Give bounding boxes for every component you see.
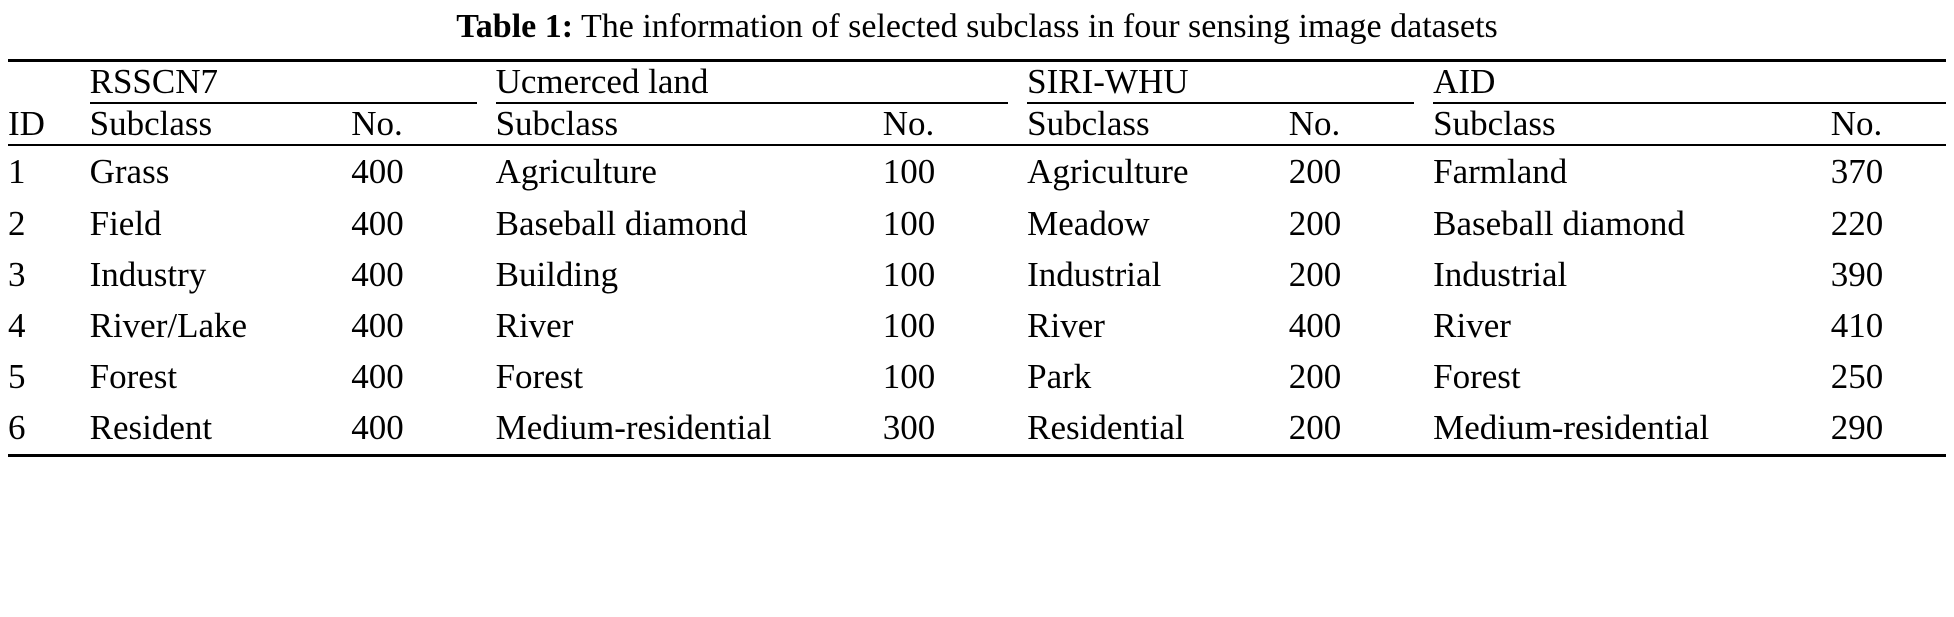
cell-ucmerced-no: 100 — [882, 305, 936, 345]
cell-rsscn7-no: 400 — [351, 203, 404, 243]
row-gap-1 — [477, 198, 496, 249]
cell-ucmerced-subclass: Agriculture — [495, 152, 657, 192]
caption-label: Table 1: — [456, 8, 574, 45]
row-gap-1 — [477, 249, 496, 300]
cell-ucmerced-subclass: Baseball diamond — [495, 203, 748, 243]
row-gap-2 — [1008, 402, 1027, 455]
cell-rsscn7-no: 400 — [351, 305, 404, 345]
cell-ucmerced-no: 300 — [882, 408, 936, 448]
table-row — [8, 249, 1946, 300]
cell-siri-subclass: River — [1027, 305, 1105, 345]
cell-id: 5 — [8, 357, 26, 397]
cell-rsscn7-subclass: Industry — [89, 254, 207, 294]
table-row — [8, 300, 1946, 351]
row-gap-3 — [1414, 351, 1433, 402]
cell-id: 3 — [8, 254, 26, 294]
cell-aid-subclass: Baseball diamond — [1433, 203, 1685, 243]
cell-ucmerced-no: 100 — [882, 254, 936, 294]
table-row — [8, 198, 1946, 249]
header-gap-3 — [1414, 103, 1433, 145]
cell-aid-no: 290 — [1830, 408, 1884, 448]
cell-rsscn7-no: 400 — [351, 254, 404, 294]
cell-id: 4 — [8, 305, 26, 345]
column-header-subclass-siri-whu: Subclass — [1027, 104, 1150, 144]
cell-siri-no: 400 — [1288, 305, 1342, 345]
cell-rsscn7-subclass: Field — [89, 203, 162, 243]
row-gap-2 — [1008, 198, 1027, 249]
cell-aid-subclass: Industrial — [1433, 254, 1568, 294]
row-gap-2 — [1008, 300, 1027, 351]
cell-ucmerced-subclass: Forest — [495, 357, 584, 397]
cell-aid-subclass: Farmland — [1433, 152, 1568, 192]
group-header-row — [8, 62, 1946, 103]
group-header-rsscn7: RSSCN7 — [90, 62, 477, 103]
column-header-id: ID — [8, 104, 45, 144]
row-gap-2 — [1008, 351, 1027, 402]
table-head — [8, 61, 1946, 147]
cell-siri-no: 200 — [1288, 152, 1342, 192]
column-header-no-siri-whu: No. — [1288, 104, 1341, 144]
table-body — [8, 146, 1946, 468]
cell-rsscn7-subclass: River/Lake — [89, 305, 248, 345]
cell-ucmerced-no: 100 — [882, 203, 936, 243]
header-gap-1 — [477, 103, 496, 145]
cell-aid-subclass: Medium-residential — [1433, 408, 1710, 448]
column-header-subclass-rsscn7: Subclass — [89, 104, 213, 144]
cell-rsscn7-no: 400 — [351, 152, 404, 192]
cell-siri-no: 200 — [1288, 357, 1342, 397]
column-header-no-ucmerced: No. — [882, 104, 935, 144]
cell-id: 2 — [8, 203, 26, 243]
row-gap-1 — [477, 146, 496, 197]
column-header-subclass-aid: Subclass — [1433, 104, 1556, 144]
group-gap-2 — [1008, 62, 1027, 103]
row-gap-1 — [477, 402, 496, 455]
cell-siri-subclass: Park — [1027, 357, 1092, 397]
group-header-spacer — [8, 62, 90, 103]
group-gap-1 — [477, 62, 496, 103]
cell-aid-no: 390 — [1830, 254, 1884, 294]
group-header-ucmerced: Ucmerced land — [496, 62, 1009, 103]
cell-aid-no: 410 — [1830, 305, 1884, 345]
cell-siri-subclass: Residential — [1027, 408, 1185, 448]
cell-id: 1 — [8, 152, 26, 192]
group-header-aid: AID — [1433, 62, 1946, 103]
cell-aid-no: 370 — [1830, 152, 1884, 192]
column-header-no-rsscn7: No. — [351, 104, 403, 144]
row-gap-3 — [1414, 300, 1433, 351]
cell-ucmerced-no: 100 — [882, 152, 936, 192]
column-header-no-aid: No. — [1830, 104, 1883, 144]
cell-aid-no: 250 — [1830, 357, 1884, 397]
cell-rsscn7-subclass: Forest — [89, 357, 178, 397]
row-gap-2 — [1008, 146, 1027, 197]
row-gap-1 — [477, 300, 496, 351]
cell-siri-no: 200 — [1288, 254, 1342, 294]
row-gap-3 — [1414, 198, 1433, 249]
cell-rsscn7-subclass: Grass — [89, 152, 170, 192]
header-gap-2 — [1008, 103, 1027, 145]
cell-aid-no: 220 — [1830, 203, 1884, 243]
table-row — [8, 146, 1946, 197]
column-header-subclass-ucmerced: Subclass — [495, 104, 619, 144]
cell-siri-subclass: Meadow — [1027, 203, 1150, 243]
column-header-row — [8, 103, 1946, 145]
cell-ucmerced-subclass: Building — [495, 254, 619, 294]
cell-siri-subclass: Industrial — [1027, 254, 1162, 294]
cell-ucmerced-subclass: River — [495, 305, 574, 345]
row-gap-3 — [1414, 249, 1433, 300]
cell-id: 6 — [8, 408, 26, 448]
cell-rsscn7-subclass: Resident — [89, 408, 213, 448]
cell-ucmerced-subclass: Medium-residential — [495, 408, 772, 448]
caption-text: The information of selected subclass in four sensing image datasets — [580, 8, 1498, 45]
cell-aid-subclass: Forest — [1433, 357, 1521, 397]
cell-siri-subclass: Agriculture — [1027, 152, 1189, 192]
cell-aid-subclass: River — [1433, 305, 1511, 345]
table-row — [8, 402, 1946, 455]
group-header-siri-whu: SIRI-WHU — [1027, 62, 1414, 103]
table-caption — [8, 0, 1946, 59]
row-gap-3 — [1414, 146, 1433, 197]
bottom-rule — [8, 455, 1946, 469]
row-gap-3 — [1414, 402, 1433, 455]
cell-rsscn7-no: 400 — [351, 357, 404, 397]
cell-ucmerced-no: 100 — [882, 357, 936, 397]
cell-siri-no: 200 — [1288, 203, 1342, 243]
table-row — [8, 351, 1946, 402]
information-table — [8, 59, 1946, 468]
row-gap-1 — [477, 351, 496, 402]
group-gap-3 — [1414, 62, 1433, 103]
cell-siri-no: 200 — [1288, 408, 1342, 448]
cell-rsscn7-no: 400 — [351, 408, 404, 448]
row-gap-2 — [1008, 249, 1027, 300]
